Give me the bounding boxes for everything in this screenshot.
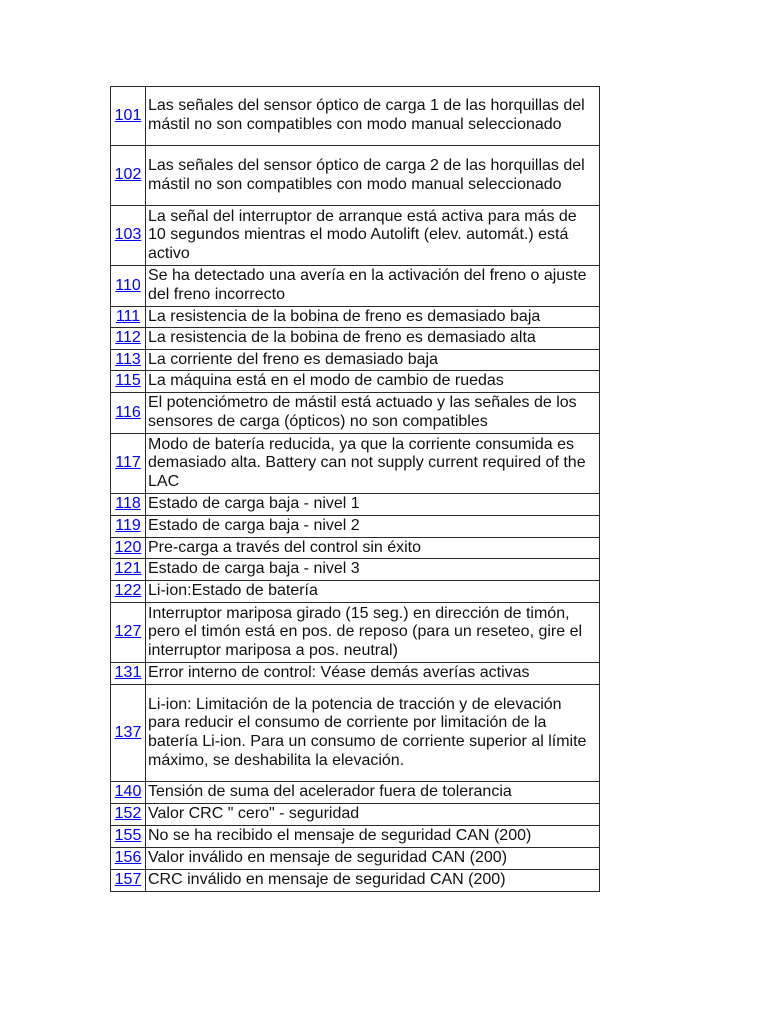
table-row bbox=[111, 581, 600, 603]
error-description: El potenciómetro de mástil está actuado y las señales de los sensores de carga (ópticos) no son compatibles bbox=[146, 393, 600, 434]
error-code-link[interactable]: 137 bbox=[114, 723, 142, 741]
error-code-link[interactable]: 102 bbox=[114, 166, 142, 184]
error-code-cell bbox=[111, 685, 146, 782]
table-row bbox=[111, 393, 600, 434]
error-code-link[interactable]: 121 bbox=[114, 560, 142, 578]
error-code-cell bbox=[111, 328, 146, 350]
error-description: Valor CRC " cero" - seguridad bbox=[146, 804, 600, 826]
error-code-link[interactable]: 112 bbox=[115, 329, 141, 347]
error-description: Modo de batería reducida, ya que la corriente consumida es demasiado alta. Battery can not supply current required of the LAC bbox=[146, 434, 600, 494]
error-code-link[interactable]: 152 bbox=[114, 805, 142, 823]
error-code-cell bbox=[111, 371, 146, 393]
table-row bbox=[111, 603, 600, 663]
error-code-table bbox=[110, 86, 600, 892]
error-code-cell bbox=[111, 826, 146, 848]
error-code-link[interactable]: 117 bbox=[115, 454, 141, 472]
error-description: Li-ion: Limitación de la potencia de tracción y de elevación para reducir el consumo de corriente por limitación de la batería Li-ion. Para un consumo de corriente superior al límite máximo, se deshabilita la elevación. bbox=[146, 685, 600, 782]
error-description: Error interno de control: Véase demás averías activas bbox=[146, 663, 600, 685]
error-description: Se ha detectado una avería en la activación del freno o ajuste del freno incorrecto bbox=[146, 266, 600, 307]
error-code-link[interactable]: 103 bbox=[114, 226, 142, 244]
error-code-link[interactable]: 157 bbox=[114, 871, 142, 889]
table-row bbox=[111, 146, 600, 206]
error-code-cell bbox=[111, 538, 146, 559]
error-description: La resistencia de la bobina de freno es demasiado baja bbox=[146, 307, 600, 328]
error-code-cell bbox=[111, 393, 146, 434]
error-code-cell bbox=[111, 87, 146, 146]
error-code-link[interactable]: 156 bbox=[114, 849, 142, 867]
error-description: Estado de carga baja - nivel 1 bbox=[146, 494, 600, 516]
error-code-cell bbox=[111, 206, 146, 266]
table-row bbox=[111, 307, 600, 328]
error-code-link[interactable]: 115 bbox=[115, 372, 141, 390]
error-code-cell bbox=[111, 603, 146, 663]
error-code-cell bbox=[111, 663, 146, 685]
error-description: Estado de carga baja - nivel 2 bbox=[146, 516, 600, 538]
error-code-cell bbox=[111, 516, 146, 538]
table-row bbox=[111, 87, 600, 146]
error-description: La máquina está en el modo de cambio de ruedas bbox=[146, 371, 600, 393]
error-code-cell bbox=[111, 266, 146, 307]
error-code-link[interactable]: 118 bbox=[115, 495, 141, 513]
table-row bbox=[111, 266, 600, 307]
error-code-cell bbox=[111, 494, 146, 516]
table-row bbox=[111, 371, 600, 393]
error-description: La corriente del freno es demasiado baja bbox=[146, 350, 600, 371]
table-row bbox=[111, 826, 600, 848]
error-code-link[interactable]: 120 bbox=[114, 538, 142, 556]
table-row bbox=[111, 663, 600, 685]
error-description: CRC inválido en mensaje de seguridad CAN (200) bbox=[146, 870, 600, 892]
error-description: Interruptor mariposa girado (15 seg.) en dirección de timón, pero el timón está en pos. de reposo (para un reseteo, gire el interruptor mariposa a pos. neutral) bbox=[146, 603, 600, 663]
error-code-link[interactable]: 116 bbox=[115, 403, 141, 421]
table-row bbox=[111, 848, 600, 870]
error-code-cell bbox=[111, 804, 146, 826]
error-code-cell bbox=[111, 350, 146, 371]
error-code-link[interactable]: 111 bbox=[115, 307, 141, 325]
table-row bbox=[111, 870, 600, 892]
error-code-cell bbox=[111, 146, 146, 206]
error-description: Estado de carga baja - nivel 3 bbox=[146, 559, 600, 581]
table-row bbox=[111, 350, 600, 371]
error-code-cell bbox=[111, 870, 146, 892]
table-row bbox=[111, 434, 600, 494]
table-row bbox=[111, 494, 600, 516]
error-code-link[interactable]: 127 bbox=[114, 623, 142, 641]
table-row bbox=[111, 328, 600, 350]
error-code-cell bbox=[111, 782, 146, 804]
table-row bbox=[111, 782, 600, 804]
table-row bbox=[111, 516, 600, 538]
error-description: No se ha recibido el mensaje de seguridad CAN (200) bbox=[146, 826, 600, 848]
error-code-cell bbox=[111, 581, 146, 603]
error-code-link[interactable]: 155 bbox=[114, 827, 142, 845]
table-row bbox=[111, 206, 600, 266]
error-description: Tensión de suma del acelerador fuera de tolerancia bbox=[146, 782, 600, 804]
error-code-link[interactable]: 113 bbox=[115, 350, 141, 368]
error-code-cell bbox=[111, 559, 146, 581]
error-description: La resistencia de la bobina de freno es demasiado alta bbox=[146, 328, 600, 350]
table-row bbox=[111, 538, 600, 559]
error-code-cell bbox=[111, 434, 146, 494]
error-code-link[interactable]: 122 bbox=[114, 582, 142, 600]
error-description: Valor inválido en mensaje de seguridad CAN (200) bbox=[146, 848, 600, 870]
error-description: Las señales del sensor óptico de carga 2 de las horquillas del mástil no son compatibles con modo manual seleccionado bbox=[146, 146, 600, 206]
error-code-link[interactable]: 110 bbox=[115, 276, 141, 294]
table-row bbox=[111, 559, 600, 581]
error-code-link[interactable]: 101 bbox=[114, 106, 142, 124]
table-row bbox=[111, 685, 600, 782]
error-description: Pre-carga a través del control sin éxito bbox=[146, 538, 600, 559]
error-description: Las señales del sensor óptico de carga 1 de las horquillas del mástil no son compatibles con modo manual seleccionado bbox=[146, 87, 600, 146]
error-code-link[interactable]: 131 bbox=[114, 664, 142, 682]
error-code-link[interactable]: 119 bbox=[115, 517, 141, 535]
error-code-cell bbox=[111, 307, 146, 328]
error-description: Li-ion:Estado de batería bbox=[146, 581, 600, 603]
error-code-cell bbox=[111, 848, 146, 870]
error-description: La señal del interruptor de arranque está activa para más de 10 segundos mientras el modo Autolift (elev. automát.) está activo bbox=[146, 206, 600, 266]
error-code-link[interactable]: 140 bbox=[114, 783, 142, 801]
table-row bbox=[111, 804, 600, 826]
